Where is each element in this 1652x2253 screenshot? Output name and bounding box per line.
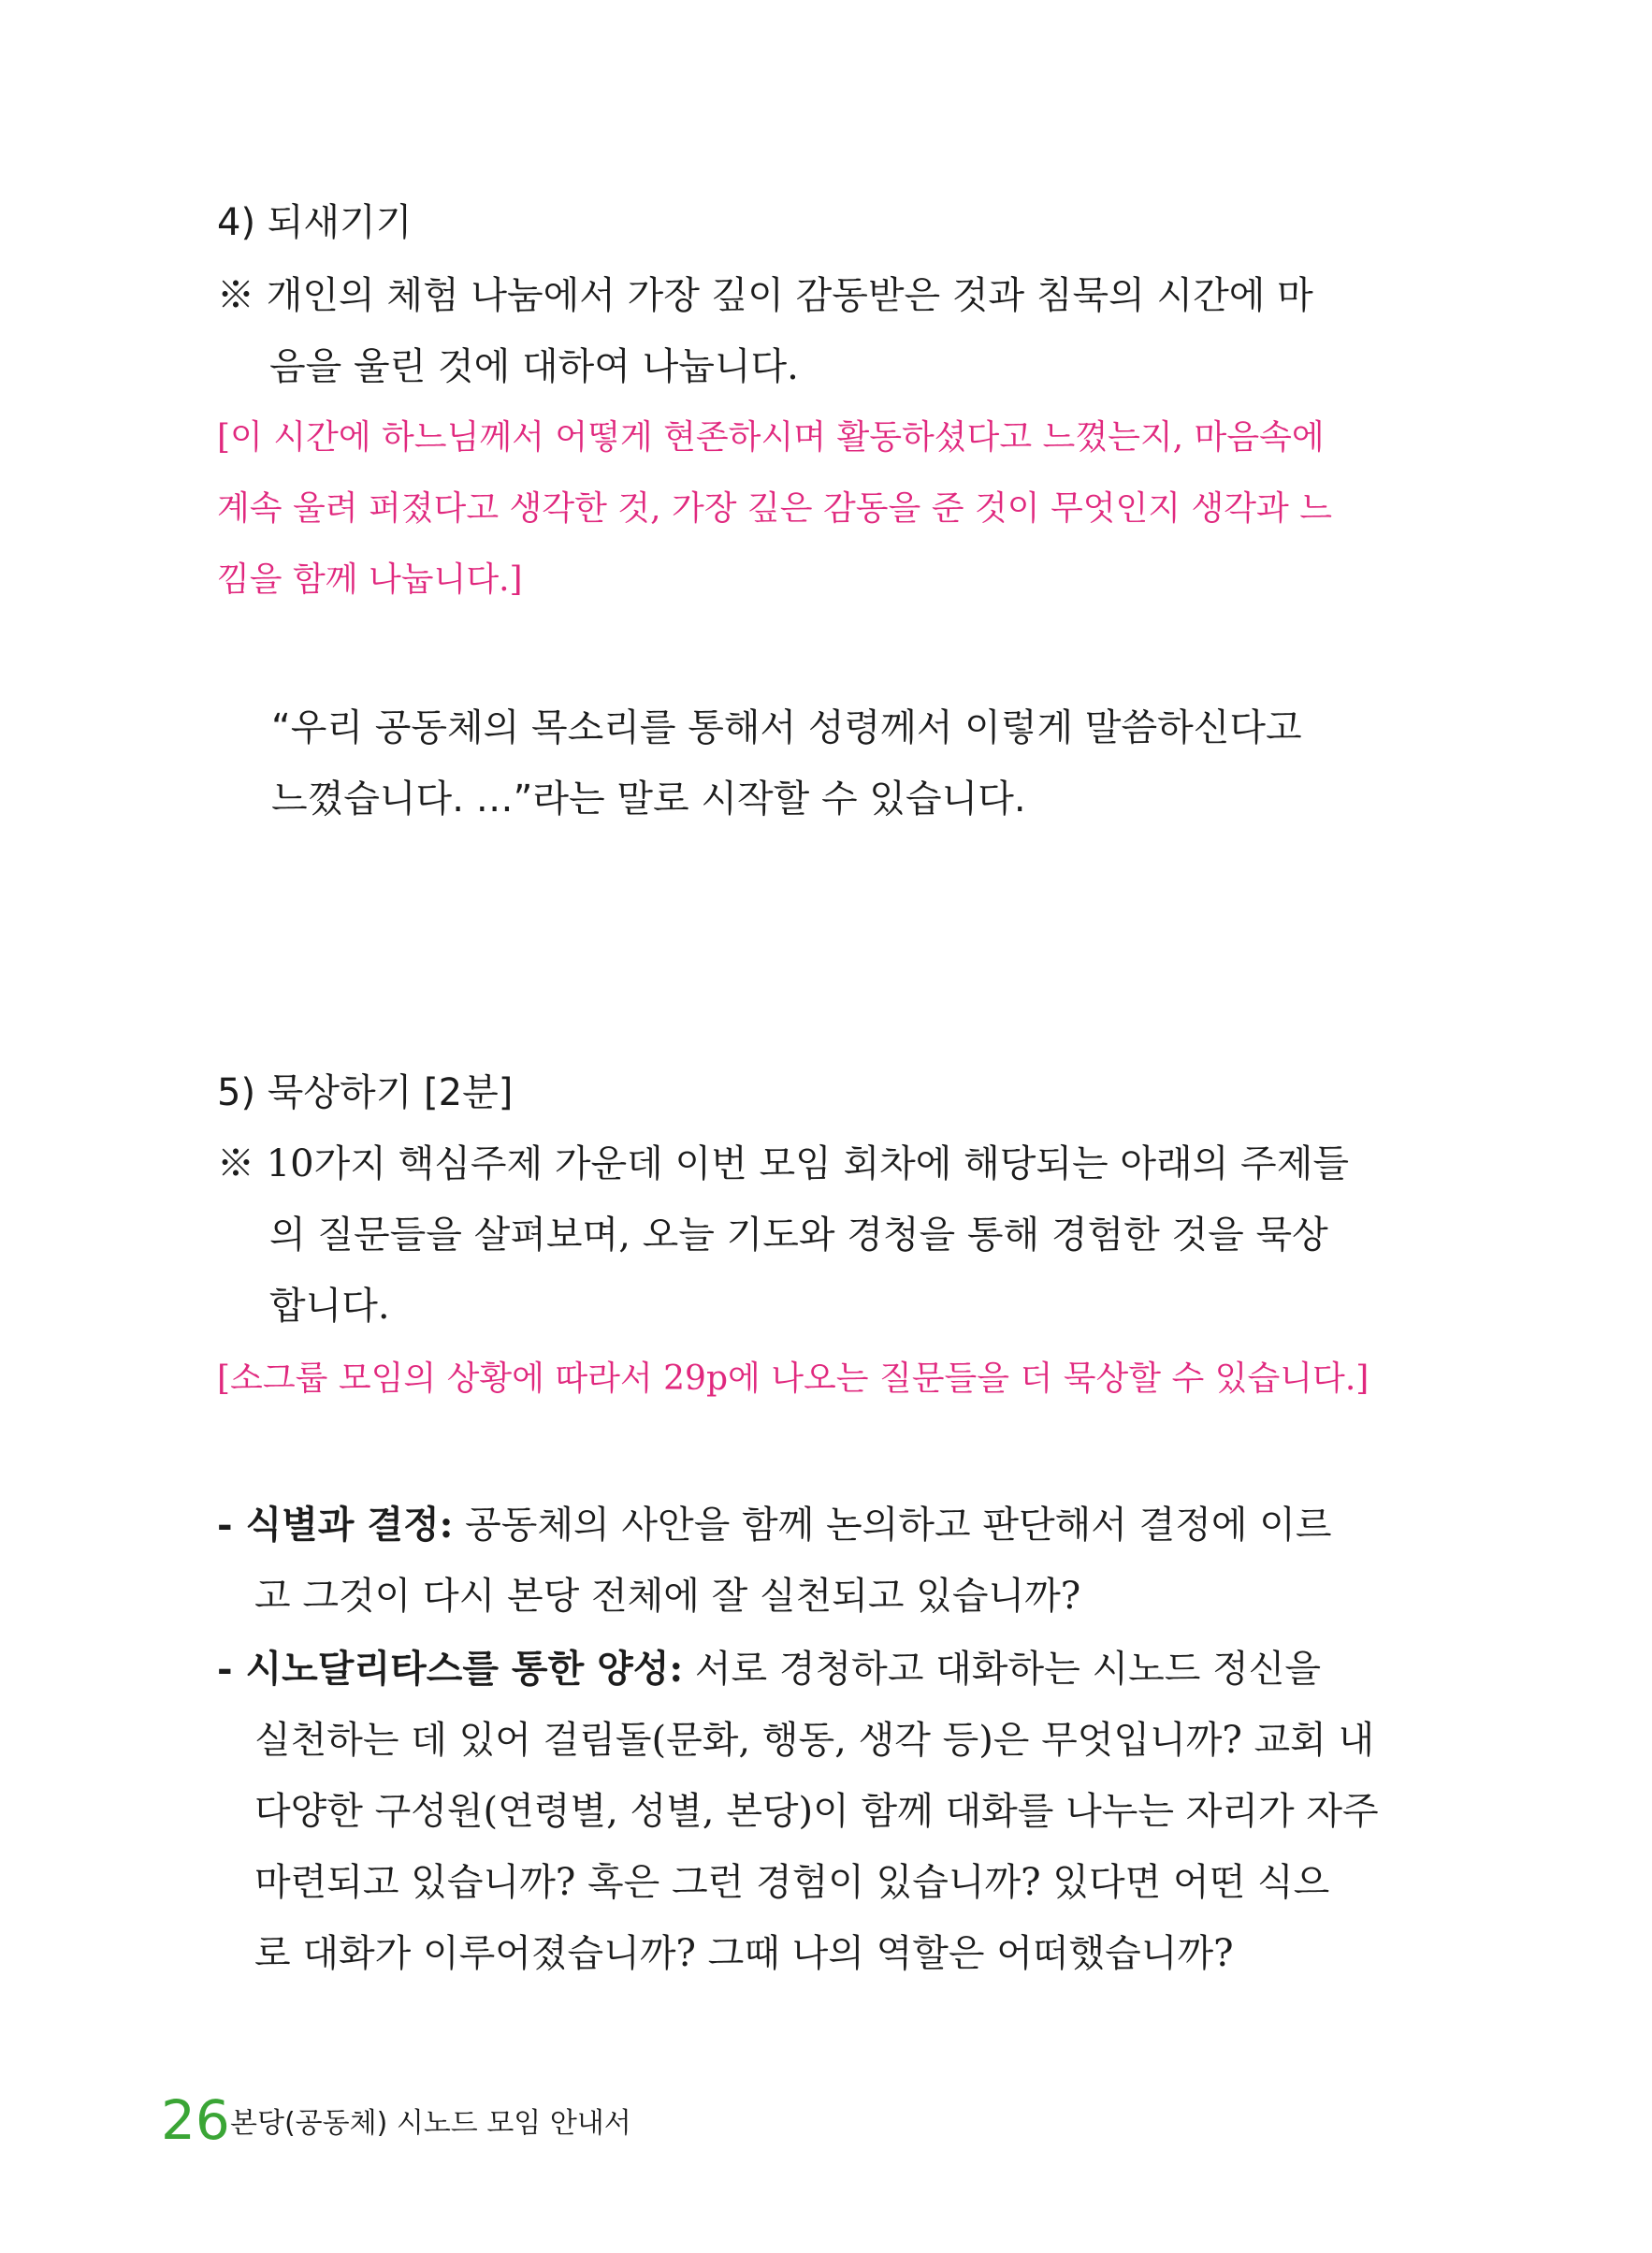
list-item-discernment (217, 1501, 1332, 1549)
list-item-discernment-text: 공동체의 사안을 함께 논의하고 판단해서 결정에 이르 (453, 1504, 1332, 1547)
list-item-formation-line-5: 로 대화가 이루어졌습니까? 그때 나의 역할은 어떠했습니까? (254, 1932, 1234, 1975)
list-item-formation-line-4: 마련되고 있습니까? 혹은 그런 경험이 있습니까? 있다면 어떤 식으 (254, 1861, 1330, 1904)
section-4-guide-line-2: 계속 울려 퍼졌다고 생각한 것, 가장 깊은 감동을 준 것이 무엇인지 생각과 느 (217, 489, 1333, 528)
section-4-quote-line-1: “우리 공동체의 목소리를 통해서 성령께서 이렇게 말씀하신다고 (271, 706, 1302, 749)
section-4-guide-line-1: [이 시간에 하느님께서 어떻게 현존하시며 활동하셨다고 느꼈는지, 마음속에 (217, 418, 1325, 457)
list-item-discernment-line-2: 고 그것이 다시 본당 전체에 잘 실천되고 있습니까? (254, 1575, 1081, 1618)
section-4-note-line-1: ※ 개인의 체험 나눔에서 가장 깊이 감동받은 것과 침묵의 시간에 마 (217, 274, 1313, 317)
list-item-discernment-label: - 식별과 결정: (217, 1503, 454, 1547)
list-item-formation-text: 서로 경청하고 대화하는 시노드 정신을 (683, 1648, 1322, 1691)
section-5-note-line-1: ※ 10가지 핵심주제 가운데 이번 모임 회차에 해당되는 아래의 주제들 (217, 1142, 1349, 1185)
list-item-formation-line-2: 실천하는 데 있어 걸림돌(문화, 행동, 생각 등)은 무엇입니까? 교회 내 (254, 1719, 1375, 1762)
book-title: 본당(공동체) 시노드 모임 안내서 (230, 2107, 631, 2140)
section-4-title: 4) 되새기기 (217, 201, 413, 244)
section-4-note-line-2: 음을 울린 것에 대하여 나눕니다. (269, 345, 799, 388)
section-4-guide-line-3: 낌을 함께 나눕니다.] (217, 560, 523, 599)
list-item-formation-label: - 시노달리타스를 통한 양성: (217, 1647, 684, 1691)
page-number: 26 (161, 2088, 230, 2152)
list-item-formation (217, 1645, 1321, 1693)
section-5-title: 5) 묵상하기 [2분] (217, 1071, 514, 1114)
section-5-guide-line-1: [소그룹 모임의 상황에 따라서 29p에 나오는 질문들을 더 묵상할 수 있습니다.] (217, 1359, 1369, 1398)
section-5-note-line-3: 합니다. (269, 1285, 390, 1328)
section-4-quote-line-2: 느꼈습니다. …”라는 말로 시작할 수 있습니다. (271, 778, 1026, 821)
list-item-formation-line-3: 다양한 구성원(연령별, 성별, 본당)이 함께 대화를 나누는 자리가 자주 (254, 1790, 1379, 1833)
section-5-note-line-2: 의 질문들을 살펴보며, 오늘 기도와 경청을 통해 경험한 것을 묵상 (269, 1214, 1328, 1257)
